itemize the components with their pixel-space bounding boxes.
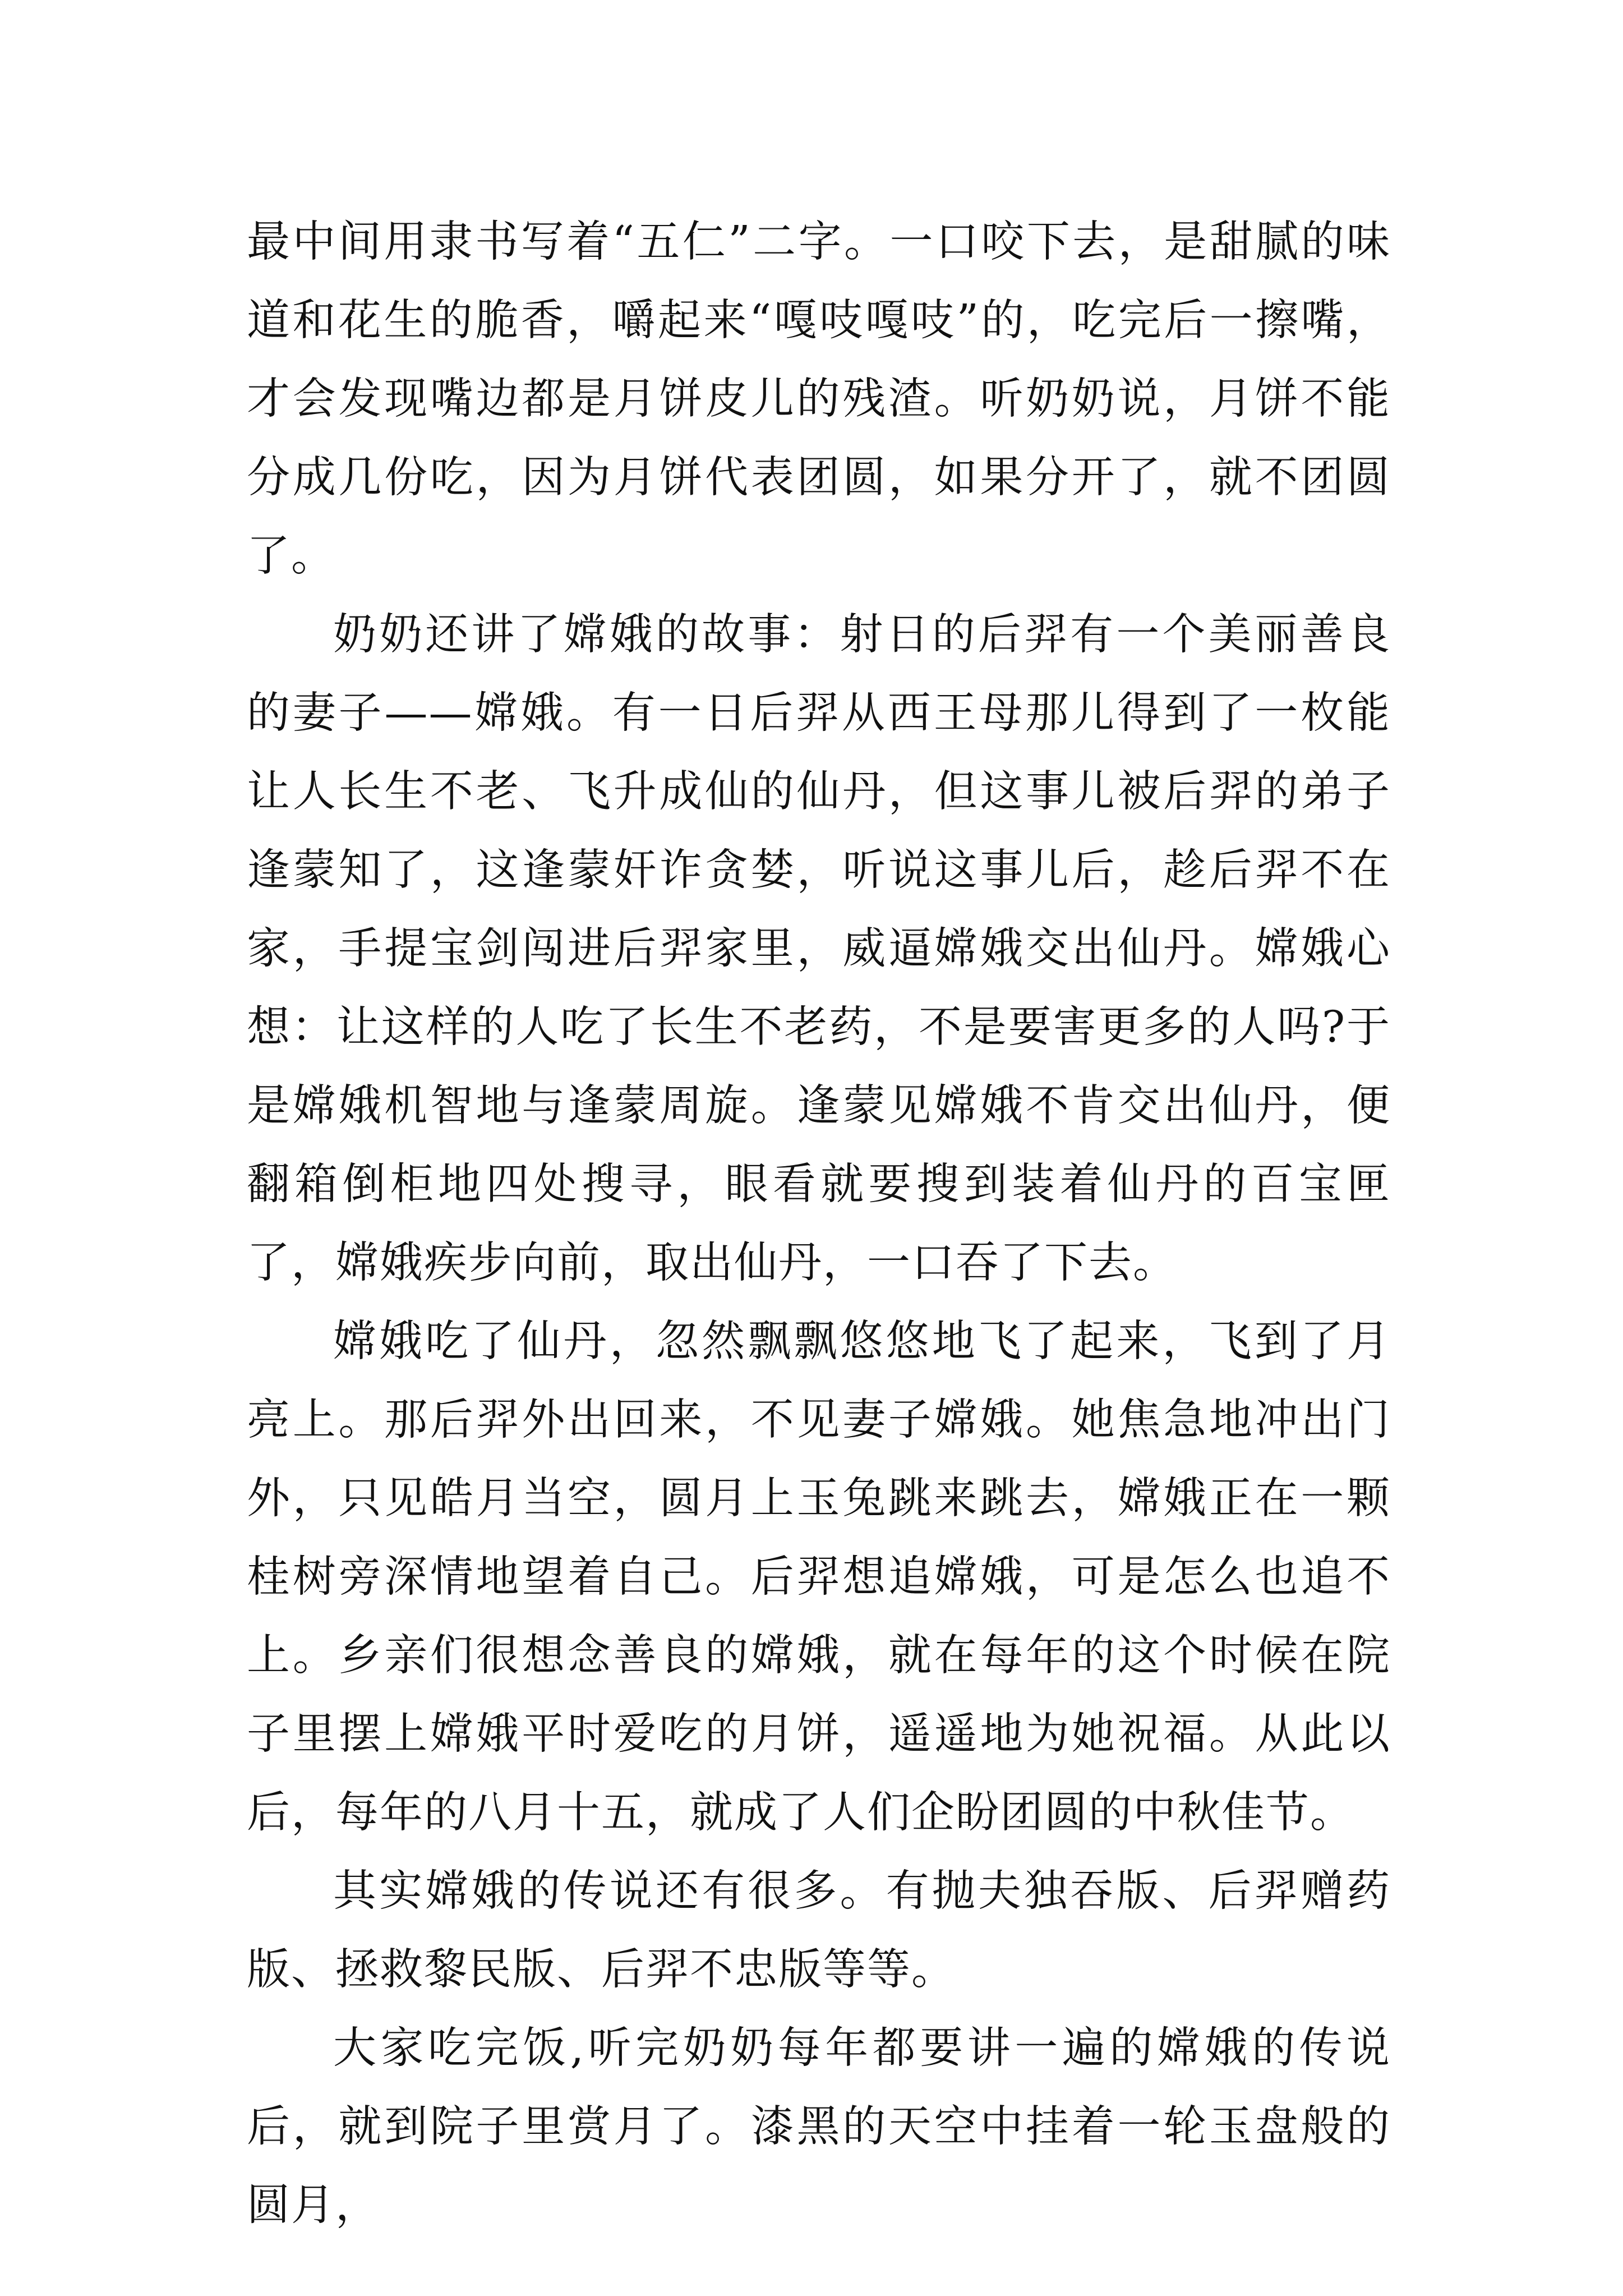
paragraph-3: 嫦娥吃了仙丹，忽然飘飘悠悠地飞了起来，飞到了月亮上。那后羿外出回来，不见妻子嫦娥。她焦急地冲出门外，只见皓月当空，圆月上玉兔跳来跳去，嫦娥正在一颗桂树旁深情地望着自己。后羿想追嫦娥，可是怎么也追不上。乡亲们很想念善良的嫦娥，就在每年的这个时候在院子里摆上嫦娥平时爱吃的月饼，遥遥地为她祝福。从此以后，每年的八月十五，就成了人们企盼团圆的中秋佳节。: [247, 1317, 1391, 1838]
paragraph-5: 大家吃完饭,听完奶奶每年都要讲一遍的嫦娥的传说后，就到院子里赏月了。漆黑的天空中挂着一轮玉盘般的圆月，: [247, 2023, 1391, 2230]
paragraph-2: 奶奶还讲了嫦娥的故事：射日的后羿有一个美丽善良的妻子——嫦娥。有一日后羿从西王母那儿得到了一枚能让人长生不老、飞升成仙的仙丹，但这事儿被后羿的弟子逢蒙知了，这逢蒙奸诈贪婪，听说这事儿后，趁后羿不在家，手提宝剑闯进后羿家里，威逼嫦娥交出仙丹。嫦娥心想：让这样的人吃了长生不老药，不是要害更多的人吗?于是嫦娥机智地与逢蒙周旋。逢蒙见嫦娥不肯交出仙丹，便翻箱倒柜地四处搜寻，眼看就要搜到装着仙丹的百宝匣了，嫦娥疾步向前，取出仙丹，一口吞了下去。: [247, 610, 1391, 1288]
paragraph-4: 其实嫦娥的传说还有很多。有抛夫独吞版、后羿赠药版、拯救黎民版、后羿不忠版等等。: [247, 1866, 1391, 1995]
paragraph-1: 最中间用隶书写着“五仁”二字。一口咬下去，是甜腻的味道和花生的脆香，嚼起来“嘎吱嘎吱”的，吃完后一擦嘴，才会发现嘴边都是月饼皮儿的残渣。听奶奶说，月饼不能分成几份吃，因为月饼代表团圆，如果分开了，就不团圆了。: [247, 217, 1391, 581]
body-text: [247, 203, 1391, 2245]
